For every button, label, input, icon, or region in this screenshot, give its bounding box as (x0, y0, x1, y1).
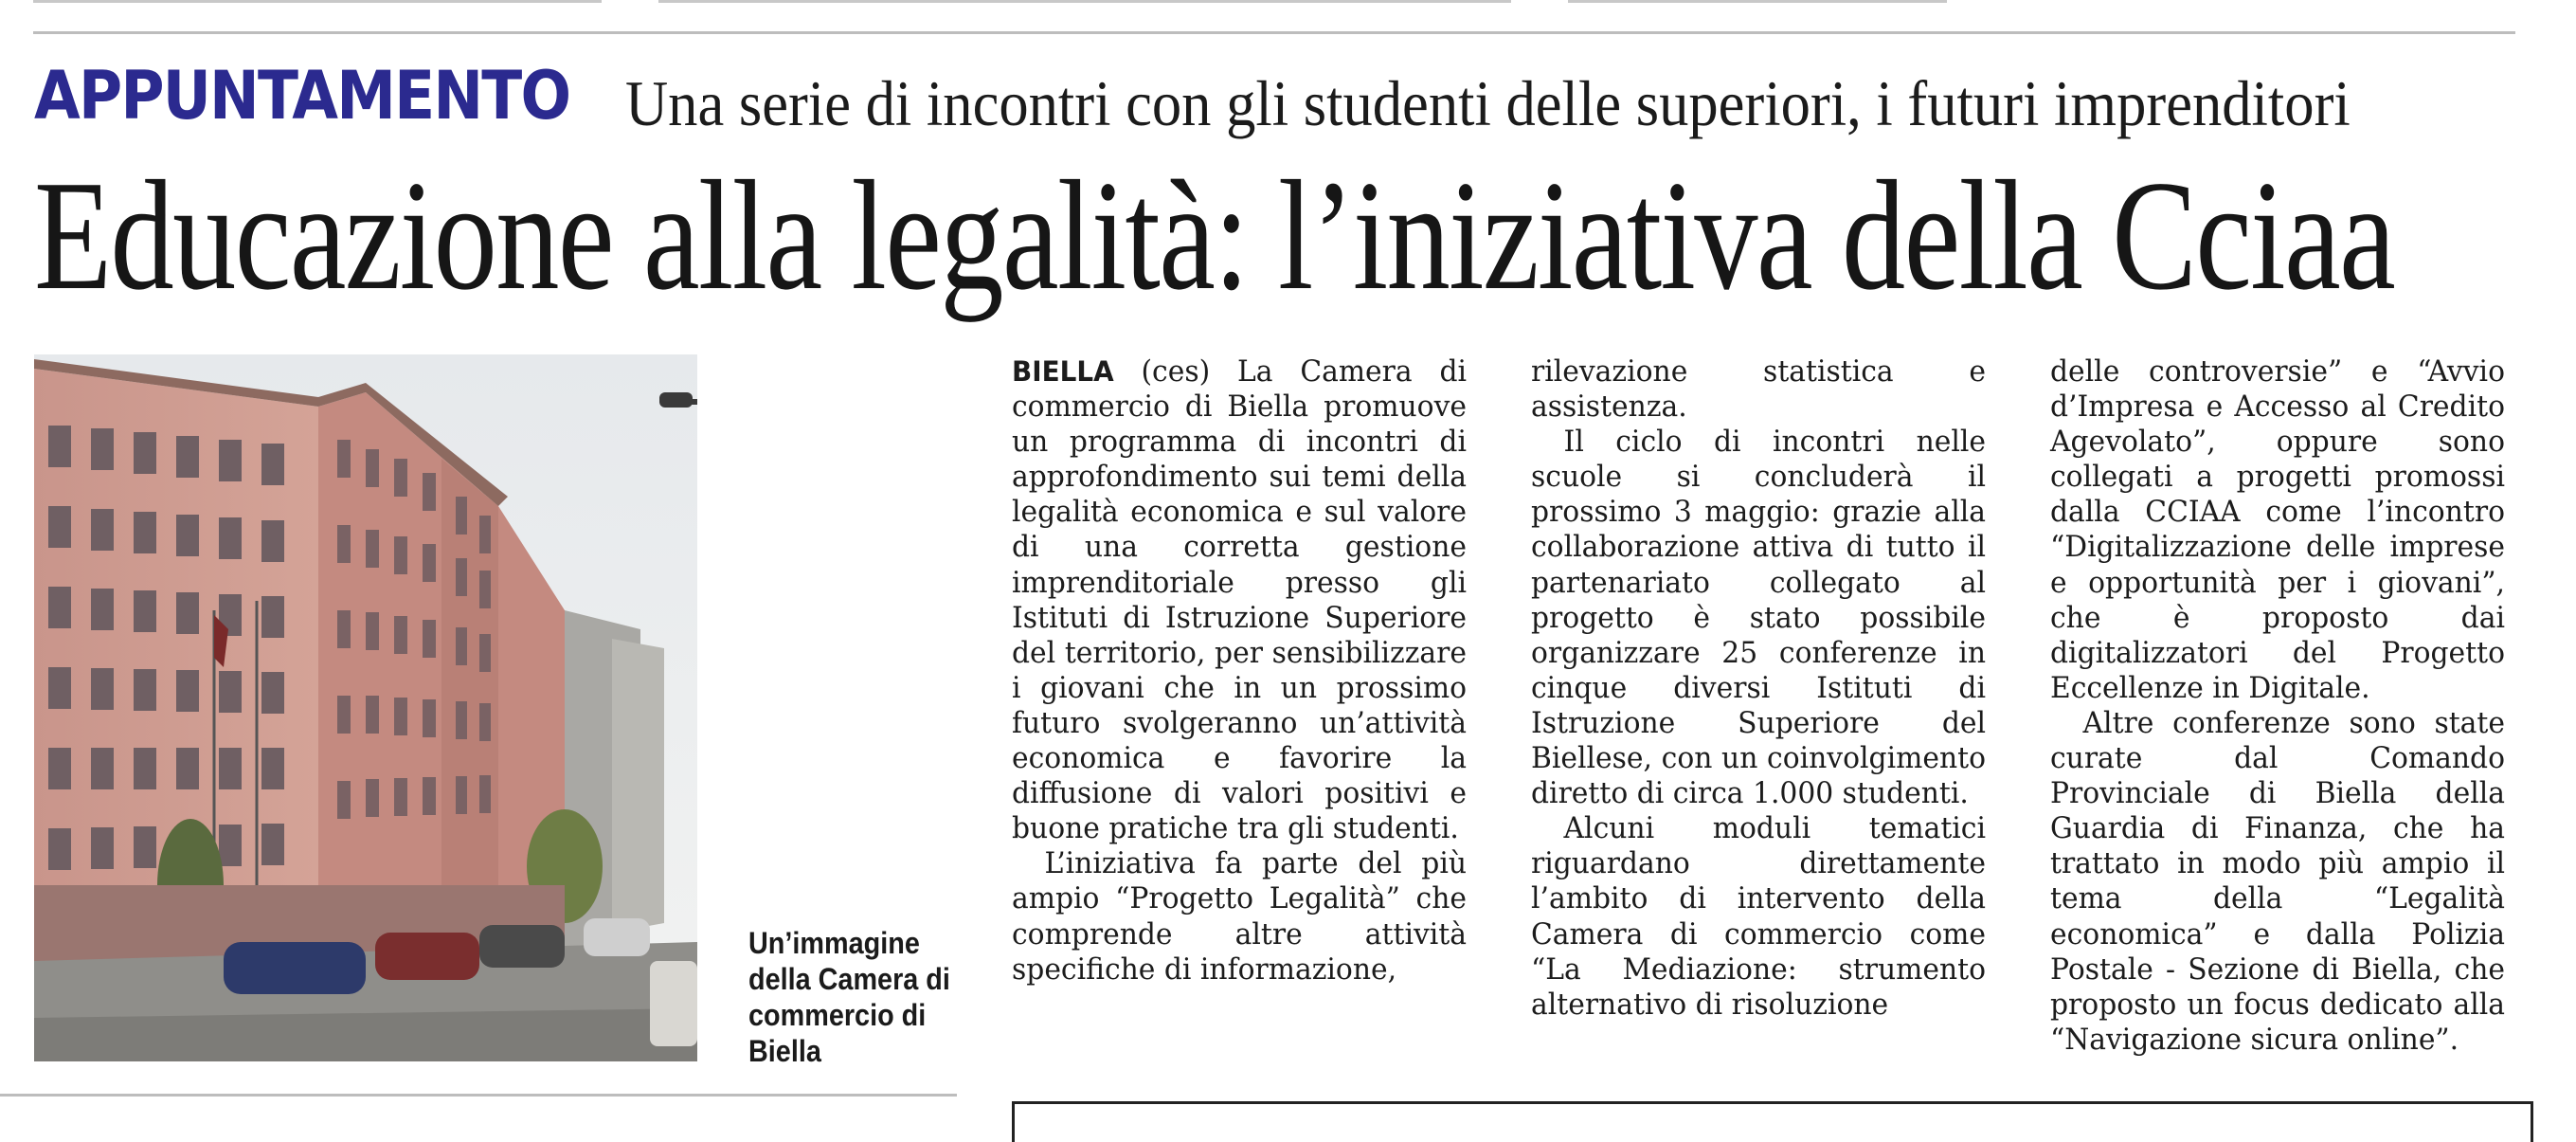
paragraph (1012, 354, 1467, 846)
article-column-3 (2050, 354, 2505, 1058)
kicker: APPUNTAMENTO (34, 57, 570, 135)
paragraph: L’iniziativa fa parte del più ampio “Progetto Legalità” che comprende altre attività specifiche di informazione, (1012, 846, 1467, 987)
headline: Educazione alla legalità: l’iniziativa della Cciaa (34, 148, 2395, 322)
subheadline: Una serie di incontri con gli studenti delle superiori, i futuri imprenditori (625, 67, 2351, 139)
paragraph: delle controversie” e “Avvio d’Impresa e Accesso al Credito Agevolato”, oppure sono collegati a progetti promossi dalla CCIAA come l’incontro “Digitalizzazione delle imprese e opportunità per i giovani”, che è proposto dai digitalizzatori del Progetto Eccellenze in Digitale. (2050, 354, 2505, 705)
paragraph: Alcuni moduli tematici riguardano direttamente l’ambito di intervento della Camera di commercio come “La Mediazione: strumento alternativo di risoluzione (1531, 811, 1986, 1022)
photo-caption: Un’immagine della Camera di commercio di Biella (748, 926, 950, 1068)
building-photo (34, 354, 697, 1061)
paragraph-text: (ces) La Camera di commercio di Biella promuove un programma di incontri di approfondimento sui temi della legalità economica e sul valore di una corretta gestione imprenditoriale presso gli Istituti di Istruzione Superiore del territorio, per sensibilizzare i giovani che in un prossimo futuro svolgeranno un’attività economica e favorire la diffusione di valori positivi e buone pratiche tra gli studenti. (1012, 354, 1468, 846)
previous-page-text-strip (33, 0, 2515, 8)
article-column-2 (1531, 354, 1986, 1023)
paragraph: Altre conferenze sono state curate dal Comando Provinciale di Biella della Guardia di Finanza, che ha trattato in modo più ampio il tema della “Legalità economica” e dalla Polizia Postale - Sezione di Biella, che proposto un focus dedicato alla “Navigazione sicura online”. (2050, 705, 2505, 1057)
article-column-1 (1012, 354, 1467, 988)
paragraph: Il ciclo di incontri nelle scuole si concluderà il prossimo 3 maggio: grazie alla collaborazione attiva di tutto il partenariato collegato al progetto è stato possibile organizzare 25 conferenze in cinque diversi Istituti di Istruzione Superiore del Biellese, con un coinvolgimento diretto di circa 1.000 studenti. (1531, 425, 1986, 811)
dateline: BIELLA (1012, 355, 1114, 388)
bottom-divider (0, 1094, 957, 1097)
next-article-box-edge (1012, 1101, 2533, 1142)
top-divider (33, 31, 2515, 34)
paragraph: rilevazione statistica e assistenza. (1531, 354, 1986, 425)
